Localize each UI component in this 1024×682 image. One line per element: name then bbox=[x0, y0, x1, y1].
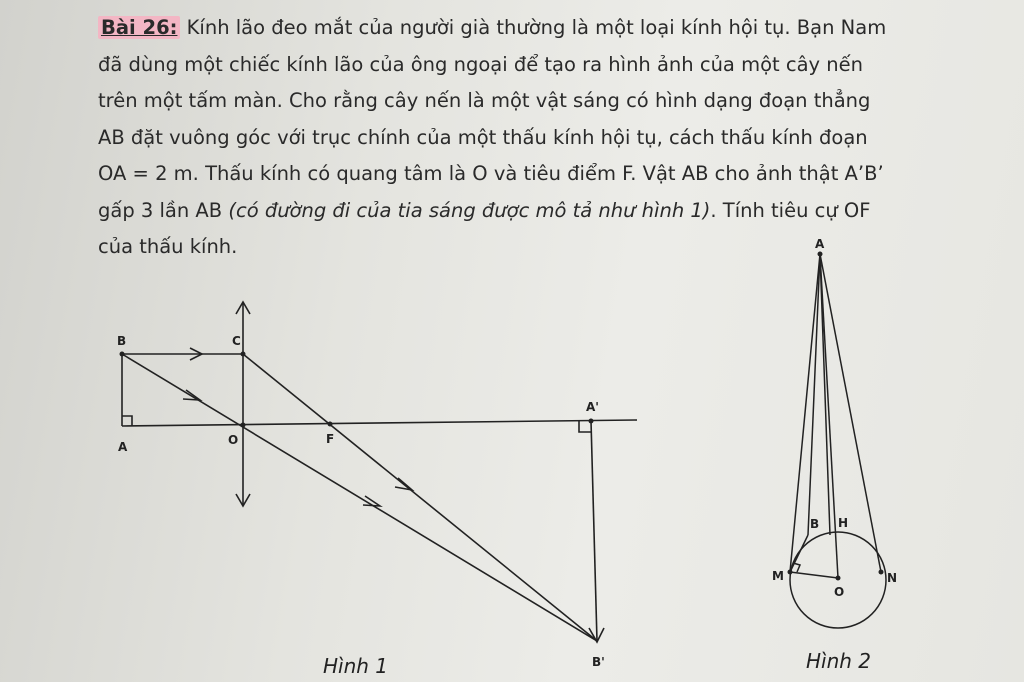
problem-line-4: AB đặt vuông góc với trục chính của một thấu kính hội tụ, cách thấu kính đoạn bbox=[98, 125, 868, 149]
point-o-fig2 bbox=[836, 576, 841, 581]
problem-line-2: đã dùng một chiếc kính lão của ông ngoại để tạo ra hình ảnh của một cây nến bbox=[98, 52, 863, 76]
problem-line-1-text: Kính lão đeo mắt của người già thường là một loại kính hội tụ. Bạn Nam bbox=[186, 16, 887, 39]
figure-1-labels bbox=[117, 334, 605, 678]
point-f bbox=[328, 422, 333, 427]
line-ab bbox=[808, 254, 820, 535]
label-h: H bbox=[838, 516, 849, 530]
point-b bbox=[120, 352, 125, 357]
problem-line-6-end: . Tính tiêu cự OF bbox=[710, 198, 871, 222]
point-o bbox=[241, 423, 246, 428]
label-m: M bbox=[772, 569, 784, 583]
point-aprime bbox=[589, 419, 594, 424]
problem-title-text: Bài 26: bbox=[101, 16, 178, 39]
point-m bbox=[788, 570, 793, 575]
ray-cf-bprime bbox=[243, 354, 597, 641]
problem-line-7: của thấu kính. bbox=[98, 235, 238, 258]
ray-bo-bprime bbox=[122, 354, 597, 641]
problem-line-6-start: gấp 3 lần AB bbox=[98, 198, 229, 222]
label-o-fig2: O bbox=[834, 585, 845, 599]
figure-2-caption: Hình 2 bbox=[806, 649, 872, 673]
problem-line-3: trên một tấm màn. Cho rằng cây nến là một vật sáng có hình dạng đoạn thẳng bbox=[98, 89, 871, 112]
label-o: O bbox=[228, 433, 239, 447]
label-a: A bbox=[118, 440, 128, 454]
problem-line-5: OA = 2 m. Thấu kính có quang tâm là O và tiêu điểm F. Vật AB cho ảnh thật A’B’ bbox=[98, 162, 884, 185]
label-n: N bbox=[887, 571, 898, 585]
line-mo bbox=[790, 572, 838, 578]
label-c: C bbox=[232, 334, 241, 348]
point-a-fig2 bbox=[818, 252, 823, 257]
label-aprime: A' bbox=[586, 400, 599, 414]
point-c bbox=[241, 352, 246, 357]
label-a-fig2: A bbox=[815, 237, 825, 251]
label-b: B bbox=[117, 334, 127, 348]
image-aprime-bprime bbox=[591, 421, 597, 641]
figure-1-points bbox=[120, 352, 594, 428]
label-bprime: B' bbox=[592, 655, 605, 669]
label-f: F bbox=[326, 432, 335, 446]
figure-2 bbox=[790, 254, 886, 628]
problem-line-6-italic: (có đường đi của tia sáng được mô tả như hình 1) bbox=[228, 198, 711, 222]
figure-2-labels bbox=[772, 237, 897, 673]
figure-1 bbox=[122, 302, 637, 642]
figure-1-caption: Hình 1 bbox=[323, 654, 389, 678]
principal-axis bbox=[122, 420, 637, 426]
point-n bbox=[879, 570, 884, 575]
label-b-fig2: B bbox=[810, 517, 820, 531]
object-right-angle bbox=[122, 416, 132, 426]
